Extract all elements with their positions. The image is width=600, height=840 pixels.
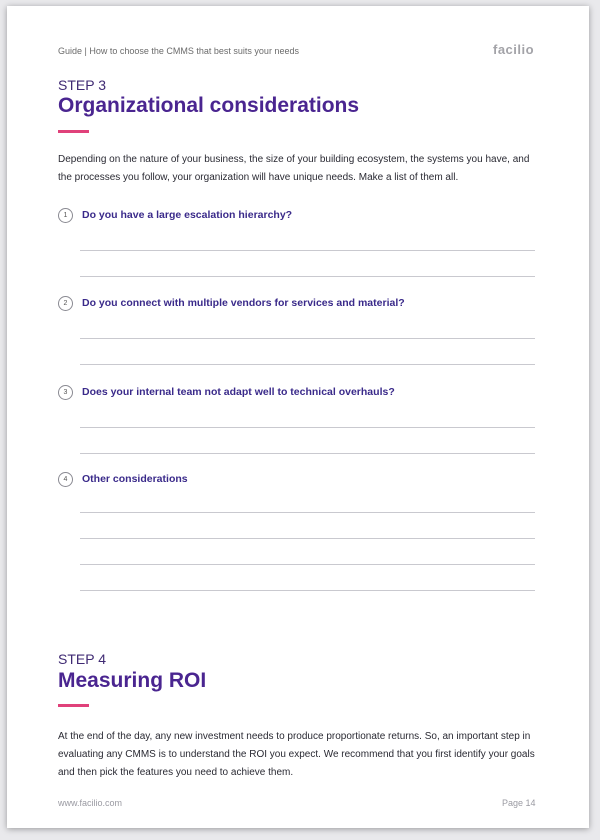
- question-text: Other considerations: [82, 473, 188, 485]
- answer-line[interactable]: [80, 250, 535, 251]
- question-text: Do you connect with multiple vendors for services and material?: [82, 297, 405, 309]
- step3-accent-bar: [58, 130, 89, 133]
- guide-header: Guide | How to choose the CMMS that best suits your needs: [58, 46, 299, 56]
- question-number-badge: 4: [58, 472, 73, 487]
- answer-line[interactable]: [80, 538, 535, 539]
- footer-url[interactable]: www.facilio.com: [58, 798, 123, 808]
- answer-line[interactable]: [80, 453, 535, 454]
- answer-line[interactable]: [80, 427, 535, 428]
- answer-line[interactable]: [80, 364, 535, 365]
- step4-label: STEP 4: [58, 651, 106, 667]
- answer-line[interactable]: [80, 276, 535, 277]
- step3-intro: Depending on the nature of your business, the size of your building ecosystem, the systems you have, and the processes you follow, your organization will have unique needs. Make a list of them all.: [58, 154, 530, 183]
- question-text: Does your internal team not adapt well to technical overhauls?: [82, 386, 395, 398]
- answer-line[interactable]: [80, 512, 535, 513]
- question-number-badge: 3: [58, 385, 73, 400]
- answer-line[interactable]: [80, 590, 535, 591]
- step3-title: Organizational considerations: [58, 94, 360, 117]
- step3-label: STEP 3: [58, 77, 106, 93]
- question-number-badge: 2: [58, 296, 73, 311]
- page-number: Page 14: [502, 798, 536, 808]
- step4-title: Measuring ROI: [58, 669, 207, 692]
- question-text: Do you have a large escalation hierarchy?: [82, 209, 293, 221]
- answer-line[interactable]: [80, 338, 535, 339]
- step4-accent-bar: [58, 704, 89, 707]
- facilio-logo: facilio: [493, 42, 535, 57]
- document-page: [7, 6, 589, 828]
- step4-text: At the end of the day, any new investment needs to produce proportionate returns. So, an important step in evaluating any CMMS is to understand the ROI you expect. We recommend that you first identify your goals and then pick the features you need to achieve them.: [58, 731, 535, 778]
- answer-line[interactable]: [80, 564, 535, 565]
- question-number-badge: 1: [58, 208, 73, 223]
